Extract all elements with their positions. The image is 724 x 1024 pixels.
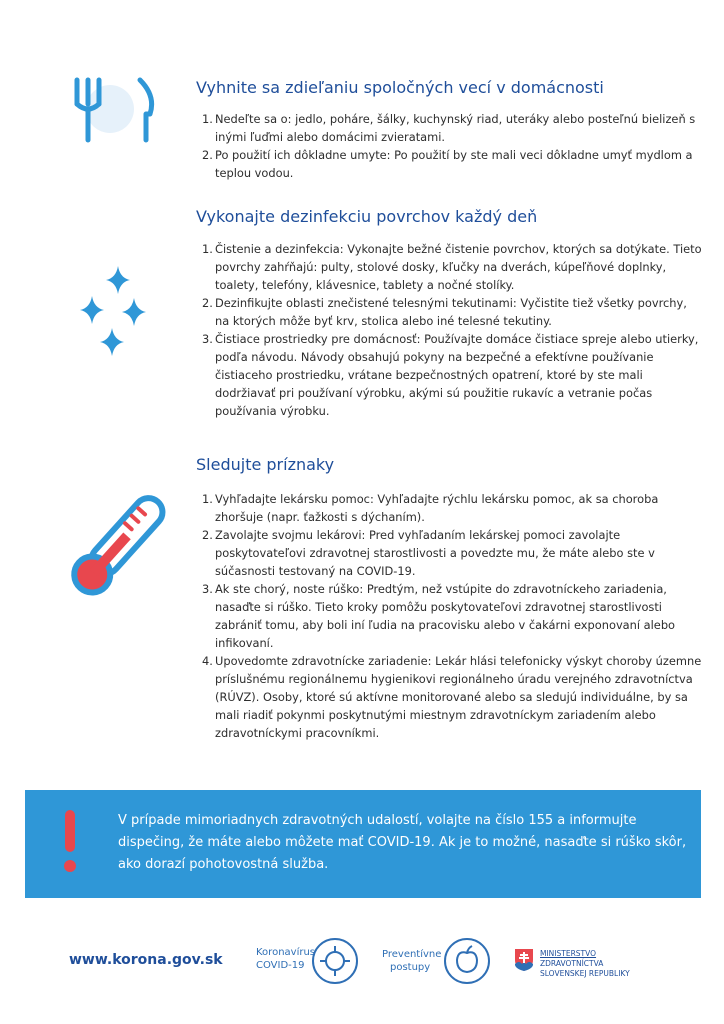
list-item: 1. Nedeľte sa o: jedlo, poháre, šálky, kuchynský riad, uteráky alebo posteľnú bielizeň s inými ľuďmi alebo domácimi zvieratami. <box>202 112 696 144</box>
prevention-logo <box>382 934 494 992</box>
apple-icon <box>442 936 492 986</box>
section-heading-sharing: Vyhnite sa zdieľaniu spoločných vecí v domácnosti <box>196 78 604 97</box>
section-heading-disinfection: Vykonajte dezinfekciu povrchov každý deň <box>196 207 538 226</box>
prevention-logo-text: Preventívne postupy <box>382 949 442 973</box>
sharing-list <box>202 110 702 182</box>
fork-knife-icon <box>66 76 162 144</box>
covid-logo-text: Koronavírus COVID-19 <box>256 947 316 971</box>
list-item: 3. Ak ste chorý, noste rúško: Predtým, než vstúpite do zdravotníckeho zariadenia, nasaďte si rúško. Tieto kroky pomôžu poskytovateľovi zdravotnej starostlivosti zabrániť tomu, aby boli iní ľudia na pracovisku alebo v čakárni exponovaní alebo infikovaní. <box>202 582 676 650</box>
section-heading-symptoms: Sledujte príznaky <box>196 455 335 474</box>
list-item: 2. Po použití ich dôkladne umyte: Po použití by ste mali veci dôkladne umyť mydlom a teplou vodou. <box>202 148 693 180</box>
disinfection-list <box>202 240 702 420</box>
ministry-name: MINISTERSTVO ZDRAVOTNÍCTVA SLOVENSKEJ REPUBLIKY <box>540 949 630 978</box>
list-item: 2. Zavolajte svojmu lekárovi: Pred vyhľadaním lekárskej pomoci zavolajte poskytovateľovi zdravotnej starostlivosti a povedzte mu, že máte alebo ste v súčasnosti testovaný na COVID-19. <box>202 528 655 578</box>
list-item: 4. Upovedomte zdravotnícke zariadenie: Lekár hlási telefonicky výskyt choroby územne príslušnému regionálnemu hygienikovi regionálneho úradu verejného zdravotníctva (RÚVZ). Osoby, ktoré sú aktívne monitorované alebo sa sledujú individuálne, by sa mali riadiť pokynmi poskytnutými miestnym zdravotníckym zariadením alebo zdravotníckymi pracovníkmi. <box>202 654 702 740</box>
exclamation-icon <box>64 810 76 874</box>
emergency-alert-box <box>25 790 701 898</box>
slovak-coat-of-arms-icon <box>514 948 534 972</box>
sparkles-icon <box>78 266 150 362</box>
thermometer-icon <box>62 488 172 606</box>
symptoms-list <box>202 490 702 742</box>
covid-virus-icon <box>310 936 360 986</box>
covid-logo <box>256 932 366 992</box>
list-item: 2. Dezinfikujte oblasti znečistené telesnými tekutinami: Vyčistite tiež všetky povrchy, na ktorých môže byť krv, stolica alebo iné telesné tekutiny. <box>202 296 687 328</box>
list-item: 1. Vyhľadajte lekársku pomoc: Vyhľadajte rýchlu lekársku pomoc, ak sa choroba zhoršuje (napr. ťažkosti s dýchaním). <box>202 492 659 524</box>
emergency-alert-text: V prípade mimoriadnych zdravotných udalostí, volajte na číslo 155 a informujte dispečing, že máte alebo môžete mať COVID-19. Ak je to možné, nasaďte si rúško skôr, ako dorazí pohotovostná služba. <box>118 813 687 872</box>
list-item: 3. Čistiace prostriedky pre domácnosť: Používajte domáce čistiace spreje alebo utierky, podľa návodu. Návody obsahujú pokyny na bezpečné a efektívne používanie čistiaceho prostriedku, vrátane bezpečnostných opatrení, ktoré by ste mali dodržiavať pri používaní výrobku, akými sú použitie rukavíc a vetranie počas používania výrobku. <box>202 332 699 418</box>
footer-website-link[interactable]: www.korona.gov.sk <box>69 952 223 968</box>
list-item: 1. Čistenie a dezinfekcia: Vykonajte bežné čistenie povrchov, ktorých sa dotýkate. Tieto povrchy zahŕňajú: pulty, stolové dosky, kľučky na dverách, kúpeľňové doplnky, toalety, telefóny, klávesnice, tablety a nočné stolíky. <box>202 242 702 292</box>
